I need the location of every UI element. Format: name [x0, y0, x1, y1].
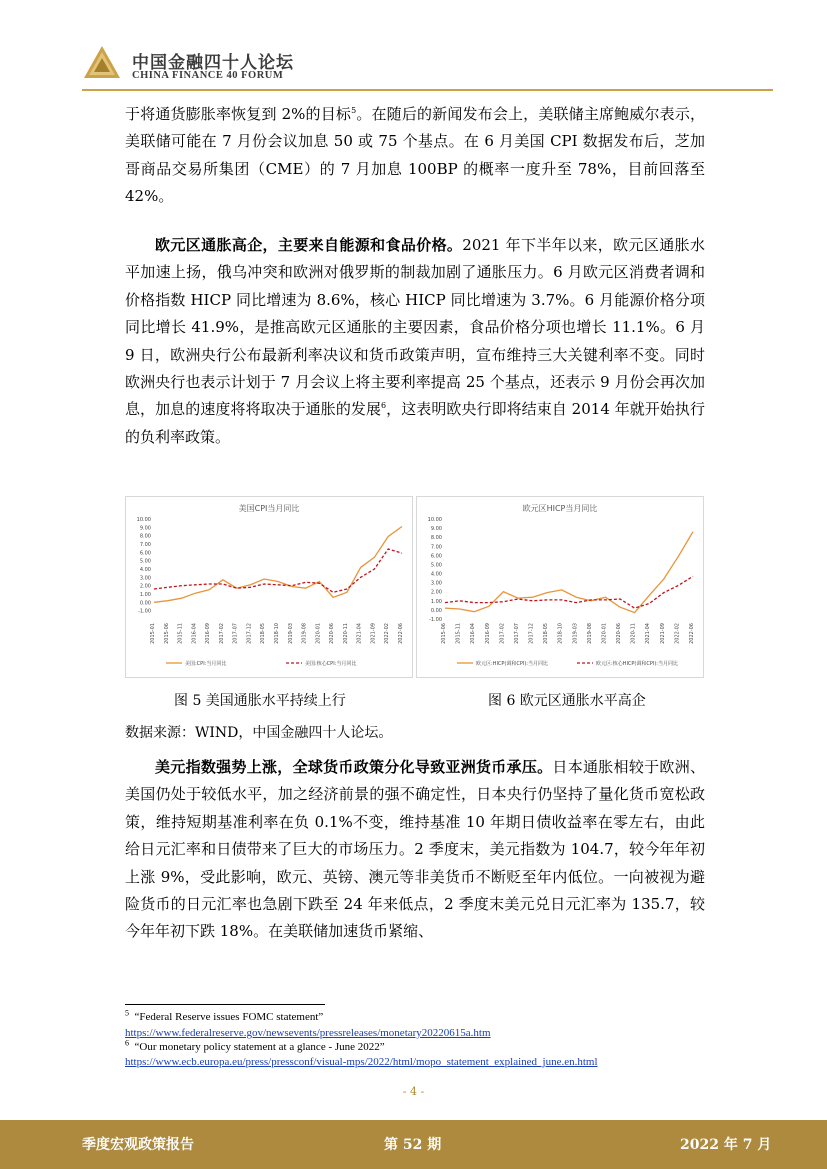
x-tick-label: 2022-06 — [398, 623, 404, 644]
footer-report-name: 季度宏观政策报告 — [82, 1137, 194, 1153]
x-tick-label: 2015-06 — [163, 623, 170, 644]
x-tick-label: 2017-02 — [499, 623, 506, 644]
footnote-5-title: “Federal Reserve issues FOMC statement” — [134, 1011, 324, 1023]
footer-date: 2022 年 7 月 — [680, 1137, 772, 1153]
y-tick-label: 2.00 — [430, 589, 442, 596]
chart-title: 美国CPI当月同比 — [238, 504, 300, 513]
x-tick-label: 2021-04 — [645, 623, 652, 644]
figure-6-caption: 图 6 欧元区通胀水平高企 — [488, 693, 646, 709]
paragraph-2-text-a: 2021 年下半年以来，欧元区通胀水平加速上扬，俄乌冲突和欧洲对俄罗斯的制裁加剧了通胀压力。6 月欧元区消费者调和价格指数 HICP 同比增速为 8.6%，核心 HICP 同比增速为 3.7%。6 月能源价格分项同比增长 41.9%，是推高欧元区通胀的主要因素，食品价格分项也增长 11.1%。6 月 9 日，欧洲央行公布最新利率决议和货币政策声明，宣布维持三大关键利率不变。同时欧洲央行也表示计划于 7 月会议上将主要利率提高 25 个基点，还表示 9 月份会再次加息，加息的速度将将取决于通胀的发展 — [125, 236, 705, 419]
legend-label: 欧元区:HICP(调和CPI):当月同比 — [476, 661, 548, 667]
y-tick-label: 10.00 — [427, 517, 442, 523]
footnote-rule — [125, 1004, 325, 1005]
x-tick-label: 2020-11 — [342, 623, 349, 644]
paragraph-1 — [125, 101, 705, 211]
y-tick-label: -1.00 — [429, 617, 442, 623]
y-tick-label: 5.00 — [139, 558, 151, 565]
chart-euro-hicp — [416, 496, 704, 678]
series-line-2 — [445, 576, 693, 608]
paragraph-2-text-b: ，这表明欧央行即将结束自 2014 年就开始执行的负利率政策。 — [125, 400, 705, 446]
y-tick-label: 0.00 — [430, 607, 442, 614]
y-tick-label: 9.00 — [139, 525, 151, 532]
series-line-1 — [154, 527, 402, 603]
y-tick-label: 6.00 — [430, 553, 442, 560]
x-tick-label: 2015-11 — [455, 623, 462, 644]
header-rule — [82, 89, 773, 91]
paragraph-3-heading: 美元指数强势上涨，全球货币政策分化导致亚洲货币承压。 — [155, 758, 553, 776]
x-tick-label: 2020-11 — [630, 623, 637, 644]
y-tick-label: -1.00 — [138, 608, 151, 615]
footer-bar — [0, 1120, 827, 1169]
y-tick-label: 6.00 — [139, 550, 151, 557]
y-tick-label: 5.00 — [430, 562, 442, 569]
x-tick-label: 2018-05 — [543, 623, 550, 644]
paragraph-3-text: 日本通胀相较于欧洲、美国仍处于较低水平，加之经济前景的强不确定性，日本央行仍坚持了量化货币宽松政策，维持短期基准利率在负 0.1%不变，维持基准 10 年期日债收益率在零左右，由此给日元汇率和日债带来了巨大的市场压力。2 季度末，美元指数为 104.7，较今年年初上涨 9%，受此影响，欧元、英镑、澳元等非美货币不断贬至年内低位。一向被视为避险货币的日元汇率也急剧下跌至 24 年来低点，2 季度末美元兑日元汇率为 135.7，较今年年初下跌 18%。在美联储加速货币紧缩、 — [125, 758, 705, 941]
x-tick-label: 2021-04 — [356, 623, 363, 644]
y-tick-label: 7.00 — [139, 542, 151, 548]
x-tick-label: 2020-06 — [329, 623, 336, 644]
x-tick-label: 2018-10 — [274, 623, 280, 644]
chart-euro-hicp-svg — [417, 497, 703, 677]
paragraph-2-heading: 欧元区通胀高企，主要来自能源和食品价格。 — [155, 236, 463, 254]
x-tick-label: 2017-07 — [513, 623, 520, 644]
header-cn-title: 中国金融四十人论坛 — [132, 53, 294, 73]
data-source: 数据来源：WIND，中国金融四十人论坛。 — [125, 725, 393, 741]
chart-us-cpi — [125, 496, 413, 678]
x-tick-label: 2022-02 — [384, 623, 391, 644]
x-tick-label: 2017-02 — [218, 623, 225, 644]
legend-label: 欧元区:核心HICP(调和CPI):当月同比 — [596, 661, 678, 667]
y-tick-label: 10.00 — [136, 517, 151, 523]
legend-label: 美国:CPI:当月同比 — [185, 661, 227, 667]
paragraph-1-text: 于将通货膨胀率恢复到 2%的目标 — [125, 105, 352, 123]
y-tick-label: 1.00 — [430, 598, 442, 605]
x-tick-label: 2018-10 — [557, 623, 564, 644]
x-tick-label: 2021-09 — [370, 623, 377, 644]
footnote-6-link[interactable]: https://www.ecb.europa.eu/press/pressconf/visual-mps/2022/html/mopo_statement_explained_june.en.html — [125, 1056, 598, 1068]
x-tick-label: 2015-11 — [177, 623, 184, 644]
footnote-ref-6[interactable]: 6 — [381, 401, 387, 411]
x-tick-label: 2019-08 — [301, 623, 308, 644]
forum-logo-icon — [82, 44, 122, 82]
footnote-6 — [125, 1040, 385, 1054]
x-tick-label: 2017-12 — [246, 623, 253, 644]
x-tick-label: 2016-09 — [484, 623, 491, 644]
x-tick-label: 2015-06 — [441, 623, 447, 644]
x-tick-label: 2019-08 — [586, 623, 593, 644]
y-tick-label: 4.00 — [139, 567, 151, 573]
y-tick-label: 8.00 — [430, 535, 442, 542]
chart-title: 欧元区HICP当月同比 — [522, 504, 598, 513]
x-tick-label: 2019-03 — [572, 623, 579, 644]
paragraph-1-rest: 。在随后的新闻发布会上，美联储主席鲍威尔表示，美联储可能在 7 月份会议加息 50 或 75 个基点。在 6 月美国 CPI 数据发布后，芝加哥商品交易所集团（CME）的 7 月加息 100BP 的概率一度升至 78%，目前回落至 42%。 — [125, 105, 705, 206]
x-tick-label: 2021-09 — [659, 623, 666, 644]
y-tick-label: 3.00 — [139, 575, 151, 582]
footnote-6-number: 6 — [125, 1038, 129, 1048]
x-tick-label: 2016-09 — [205, 623, 212, 644]
y-tick-label: 8.00 — [139, 533, 151, 540]
footnote-6-title: “Our monetary policy statement at a glance - June 2022” — [134, 1041, 385, 1053]
series-line-1 — [445, 532, 693, 613]
footer-issue: 第 52 期 — [384, 1137, 442, 1153]
footnote-5-number: 5 — [125, 1008, 129, 1018]
x-tick-label: 2022-06 — [689, 623, 695, 644]
y-tick-label: 4.00 — [430, 571, 442, 578]
x-tick-label: 2018-05 — [260, 623, 267, 644]
footnote-5 — [125, 1010, 323, 1024]
paragraph-2 — [125, 232, 705, 451]
x-tick-label: 2016-04 — [470, 623, 477, 644]
x-tick-label: 2020-01 — [315, 623, 322, 644]
header-en-title: CHINA FINANCE 40 FORUM — [132, 70, 284, 81]
figure-5-caption: 图 5 美国通胀水平持续上行 — [174, 693, 346, 709]
series-line-2 — [154, 549, 402, 592]
chart-us-cpi-svg — [126, 497, 412, 677]
x-tick-label: 2017-12 — [528, 623, 535, 644]
x-tick-label: 2015-01 — [150, 623, 156, 644]
x-tick-label: 2017-07 — [232, 623, 239, 644]
y-tick-label: 7.00 — [430, 544, 442, 551]
footnote-5-link[interactable]: https://www.federalreserve.gov/newsevents/pressreleases/monetary20220615a.htm — [125, 1027, 491, 1039]
y-tick-label: 3.00 — [430, 580, 442, 587]
x-tick-label: 2022-02 — [674, 623, 681, 644]
page-number: - 4 - — [402, 1085, 425, 1098]
x-tick-label: 2016-04 — [191, 623, 198, 644]
footnote-ref-5[interactable]: 5 — [351, 106, 357, 115]
y-tick-label: 2.00 — [139, 583, 151, 590]
footnote-5-link-row — [125, 1026, 491, 1040]
x-tick-label: 2020-06 — [616, 623, 623, 644]
y-tick-label: 0.00 — [139, 600, 151, 607]
y-tick-label: 9.00 — [430, 526, 442, 533]
legend-label: 美国:核心CPI:当月同比 — [305, 661, 357, 667]
footnote-6-link-row — [125, 1055, 598, 1069]
paragraph-3 — [125, 754, 705, 946]
y-tick-label: 1.00 — [139, 592, 151, 598]
x-tick-label: 2020-01 — [601, 623, 608, 644]
x-tick-label: 2019-03 — [287, 623, 294, 644]
